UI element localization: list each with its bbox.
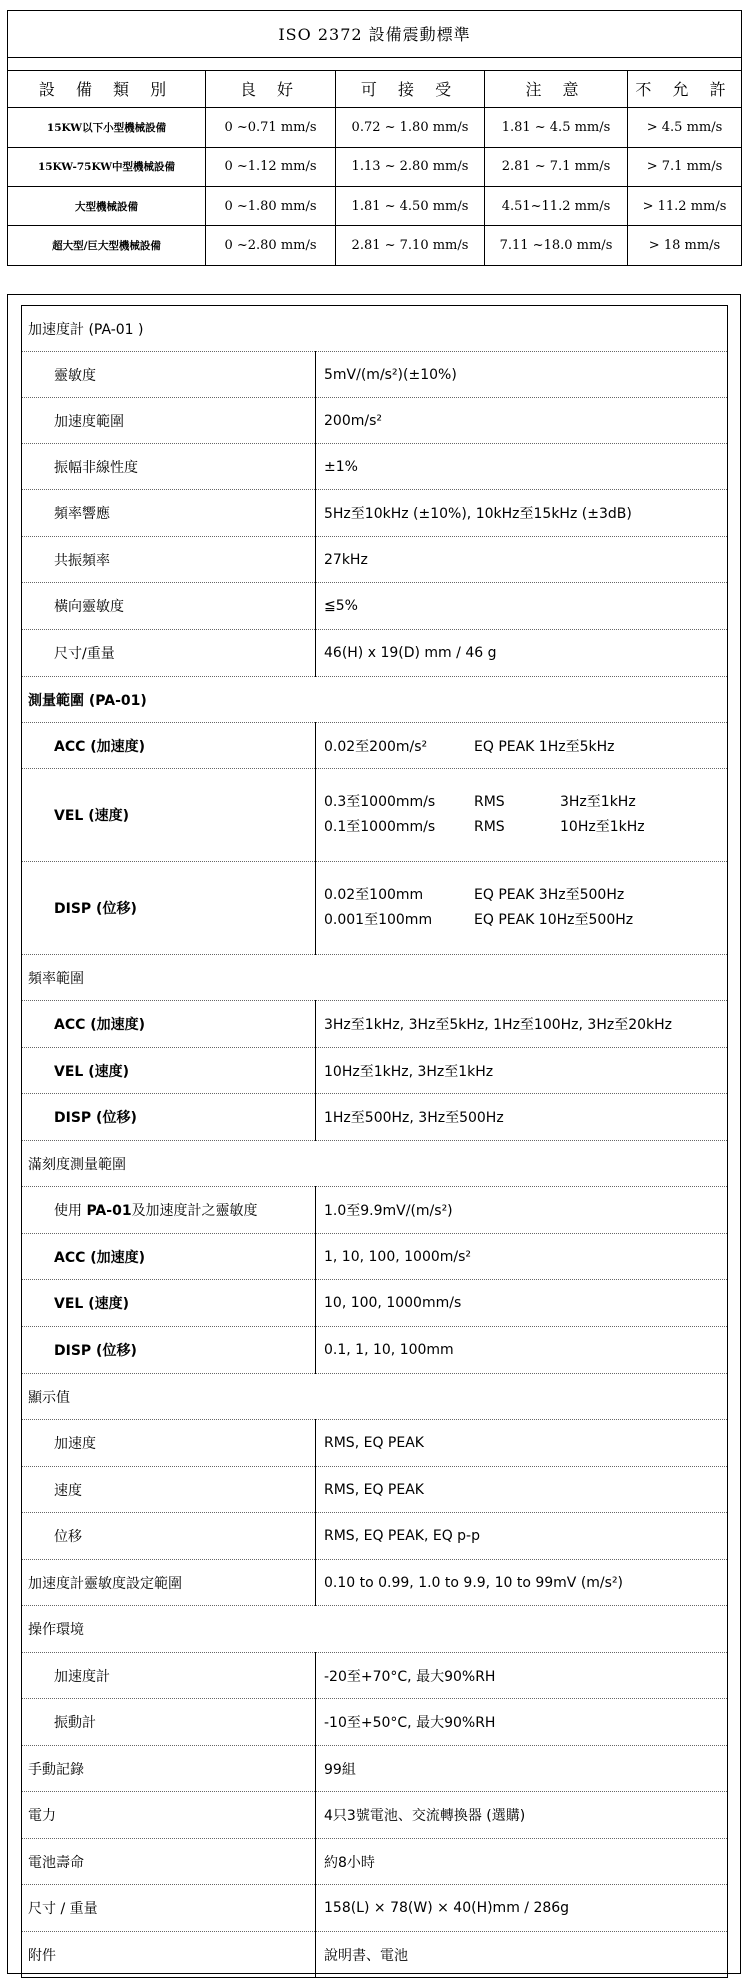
meas-vel-range-1: 0.3至1000mm/s: [324, 794, 436, 810]
label-meas-vel: VEL (速度): [22, 769, 316, 862]
iso-cell-category: 15KW以下小型機械設備: [8, 108, 206, 147]
iso-cell-not-allowed: > 7.1 mm/s: [628, 147, 742, 186]
iso-cell-acceptable: 0.72 ~ 1.80 mm/s: [336, 108, 485, 147]
iso-cell-good: 0 ~1.12 mm/s: [206, 147, 336, 186]
section-full-scale: 滿刻度測量範圍: [22, 1141, 728, 1187]
iso-row: [8, 187, 742, 226]
value-env-accelerometer: -20至+70°C, 最大90%RH: [316, 1653, 728, 1699]
label-freq-acc: ACC (加速度): [22, 1001, 316, 1048]
spec-row: [22, 630, 728, 677]
label-disp-acc: 加速度: [22, 1420, 316, 1467]
section-accelerometer: 加速度計 (PA-01 ): [22, 306, 728, 352]
label-accessories: 附件: [22, 1932, 316, 1978]
iso-row: [8, 108, 742, 147]
iso-cell-acceptable: 1.81 ~ 4.50 mm/s: [336, 187, 485, 226]
label-freq-disp: DISP (位移): [22, 1094, 316, 1141]
value-disp-acc: RMS, EQ PEAK: [316, 1420, 728, 1467]
value-manual-record: 99組: [316, 1746, 728, 1792]
label-fs-vel: VEL (速度): [22, 1280, 316, 1327]
spec-row: [22, 1653, 728, 1699]
iso-cell-good: 0 ~2.80 mm/s: [206, 226, 336, 266]
value-accel-range: 200m/s²: [316, 398, 728, 444]
value-freq-disp: 1Hz至500Hz, 3Hz至500Hz: [316, 1094, 728, 1141]
label-disp-disp: 位移: [22, 1513, 316, 1560]
iso-header-caution: 注 意: [485, 70, 628, 107]
spec-section-row: [22, 1141, 728, 1187]
iso-cell-category: 超大型/巨大型機械設備: [8, 226, 206, 266]
fs-sens-post: 及加速度計之靈敏度: [131, 1203, 258, 1219]
spec-row: [22, 1513, 728, 1560]
label-resonance: 共振頻率: [22, 537, 316, 583]
spec-row: [22, 1467, 728, 1513]
label-fs-acc: ACC (加速度): [22, 1234, 316, 1280]
spec-row: [22, 1420, 728, 1467]
label-env-accelerometer: 加速度計: [22, 1653, 316, 1699]
value-accessories: 說明書、電池: [316, 1932, 728, 1978]
spec-section-row: [22, 677, 728, 723]
value-fs-disp: 0.1, 1, 10, 100mm: [316, 1327, 728, 1374]
value-resonance: 27kHz: [316, 537, 728, 583]
spec-table: [21, 305, 728, 1978]
iso-cell-category: 大型機械設備: [8, 187, 206, 226]
meas-vel-mode-1: RMS: [474, 794, 505, 810]
spec-frame: [7, 294, 741, 1974]
meas-disp-range-2: 0.001至100mm: [324, 912, 433, 928]
label-frequency-response: 頻率響應: [22, 490, 316, 537]
label-accel-range: 加速度範圍: [22, 398, 316, 444]
iso-cell-good: 0 ~1.80 mm/s: [206, 187, 336, 226]
value-frequency-response: 5Hz至10kHz (±10%), 10kHz至15kHz (±3dB): [316, 490, 728, 537]
value-freq-acc: 3Hz至1kHz, 3Hz至5kHz, 1Hz至100Hz, 3Hz至20kHz: [316, 1001, 728, 1048]
label-meas-disp: DISP (位移): [22, 862, 316, 955]
spec-row: [22, 444, 728, 490]
label-sensitivity-setting: 加速度計靈敏度設定範圍: [22, 1560, 316, 1606]
spec-row: [22, 1560, 728, 1606]
meas-acc-range: 0.02至200m/s²: [324, 738, 428, 755]
iso-header-acceptable: 可 接 受: [336, 70, 485, 107]
iso-cell-not-allowed: > 11.2 mm/s: [628, 187, 742, 226]
value-sensitivity: 5mV/(m/s²)(±10%): [316, 352, 728, 398]
meas-vel-freq-1: 3Hz至1kHz: [560, 794, 636, 810]
spec-row: [22, 1746, 728, 1792]
value-dimensions: 158(L) × 78(W) × 40(H)mm / 286g: [316, 1885, 728, 1932]
label-sensitivity: 靈敏度: [22, 352, 316, 398]
iso-cell-acceptable: 2.81 ~ 7.10 mm/s: [336, 226, 485, 266]
iso-cell-not-allowed: > 4.5 mm/s: [628, 108, 742, 147]
meas-vel-range-2: 0.1至1000mm/s: [324, 819, 436, 835]
label-fs-disp: DISP (位移): [22, 1327, 316, 1374]
value-disp-vel: RMS, EQ PEAK: [316, 1467, 728, 1513]
iso-row: [8, 147, 742, 186]
iso-cell-caution: 2.81 ~ 7.1 mm/s: [485, 147, 628, 186]
iso-cell-good: 0 ~0.71 mm/s: [206, 108, 336, 147]
label-meas-acc: ACC (加速度): [22, 723, 316, 769]
spec-row: [22, 1699, 728, 1746]
iso-cell-caution: 7.11 ~18.0 mm/s: [485, 226, 628, 266]
spec-row: [22, 1280, 728, 1327]
value-size-weight: 46(H) x 19(D) mm / 46 g: [316, 630, 728, 677]
iso-cell-acceptable: 1.13 ~ 2.80 mm/s: [336, 147, 485, 186]
label-manual-record: 手動記錄: [22, 1746, 316, 1792]
spec-row: [22, 769, 728, 862]
label-disp-vel: 速度: [22, 1467, 316, 1513]
label-power: 電力: [22, 1792, 316, 1839]
value-fs-sensitivity: 1.0至9.9mV/(m/s²): [316, 1187, 728, 1234]
meas-disp-range-1: 0.02至100mm: [324, 887, 424, 903]
value-freq-vel: 10Hz至1kHz, 3Hz至1kHz: [316, 1048, 728, 1094]
value-meas-disp: [316, 862, 728, 955]
spec-row: [22, 352, 728, 398]
spec-row: [22, 398, 728, 444]
spec-row: [22, 1885, 728, 1932]
spec-row: [22, 537, 728, 583]
spec-row: [22, 1839, 728, 1885]
section-display-values: 顯示值: [22, 1374, 728, 1420]
label-fs-sensitivity: [22, 1187, 316, 1234]
value-fs-vel: 10, 100, 1000mm/s: [316, 1280, 728, 1327]
spec-section-row: [22, 306, 728, 352]
spec-row: [22, 1094, 728, 1141]
fs-sens-pre: 使用: [54, 1203, 87, 1219]
meas-disp-mode-2: EQ PEAK 10Hz至500Hz: [474, 912, 634, 928]
spec-section-row: [22, 955, 728, 1001]
iso-cell-not-allowed: > 18 mm/s: [628, 226, 742, 266]
spec-row: [22, 1187, 728, 1234]
spec-row: [22, 723, 728, 769]
spec-row: [22, 1234, 728, 1280]
spec-row: [22, 1327, 728, 1374]
value-fs-acc: 1, 10, 100, 1000m/s²: [316, 1234, 728, 1280]
meas-disp-mode-1: EQ PEAK 3Hz至500Hz: [474, 887, 625, 903]
value-battery-life: 約8小時: [316, 1839, 728, 1885]
value-disp-disp: RMS, EQ PEAK, EQ p-p: [316, 1513, 728, 1560]
iso-row: [8, 226, 742, 266]
meas-acc-mode: EQ PEAK 1Hz至5kHz: [474, 738, 615, 755]
section-operating-environment: 操作環境: [22, 1606, 728, 1653]
spec-section-row: [22, 1606, 728, 1653]
section-frequency-range: 頻率範圍: [22, 955, 728, 1001]
spec-row: [22, 490, 728, 537]
spec-row: [22, 1932, 728, 1978]
spec-row: [22, 583, 728, 630]
value-transverse: ≦5%: [316, 583, 728, 630]
label-transverse: 橫向靈敏度: [22, 583, 316, 630]
value-sensitivity-setting: 0.10 to 0.99, 1.0 to 9.9, 10 to 99mV (m/s²): [316, 1560, 728, 1606]
value-meas-vel: [316, 769, 728, 862]
label-freq-vel: VEL (速度): [22, 1048, 316, 1094]
label-battery-life: 電池壽命: [22, 1839, 316, 1885]
value-linearity: ±1%: [316, 444, 728, 490]
value-env-vibration-meter: -10至+50°C, 最大90%RH: [316, 1699, 728, 1746]
spec-section-row: [22, 1374, 728, 1420]
meas-vel-mode-2: RMS: [474, 819, 505, 835]
spec-row: [22, 1001, 728, 1048]
fs-sens-model: PA-01: [86, 1203, 132, 1219]
spec-row: [22, 1792, 728, 1839]
label-dimensions: 尺寸 / 重量: [22, 1885, 316, 1932]
iso-vibration-table: [7, 10, 742, 266]
iso-header-good: 良 好: [206, 70, 336, 107]
iso-cell-category: 15KW-75KW中型機械設備: [8, 147, 206, 186]
iso-table-title: ISO 2372 設備震動標準: [8, 11, 742, 58]
value-power: 4只3號電池、交流轉換器 (選購): [316, 1792, 728, 1839]
iso-cell-caution: 1.81 ~ 4.5 mm/s: [485, 108, 628, 147]
iso-spacer: [8, 57, 742, 70]
section-measurement-range: 測量範圍 (PA-01): [22, 677, 728, 723]
iso-header-category: 設 備 類 別: [8, 70, 206, 107]
iso-cell-caution: 4.51~11.2 mm/s: [485, 187, 628, 226]
spec-row: [22, 1048, 728, 1094]
label-size-weight: 尺寸/重量: [22, 630, 316, 677]
meas-vel-freq-2: 10Hz至1kHz: [560, 819, 645, 835]
label-env-vibration-meter: 振動計: [22, 1699, 316, 1746]
spec-row: [22, 862, 728, 955]
label-linearity: 振幅非線性度: [22, 444, 316, 490]
value-meas-acc: [316, 723, 728, 769]
iso-header-not-allowed: 不 允 許: [628, 70, 742, 107]
